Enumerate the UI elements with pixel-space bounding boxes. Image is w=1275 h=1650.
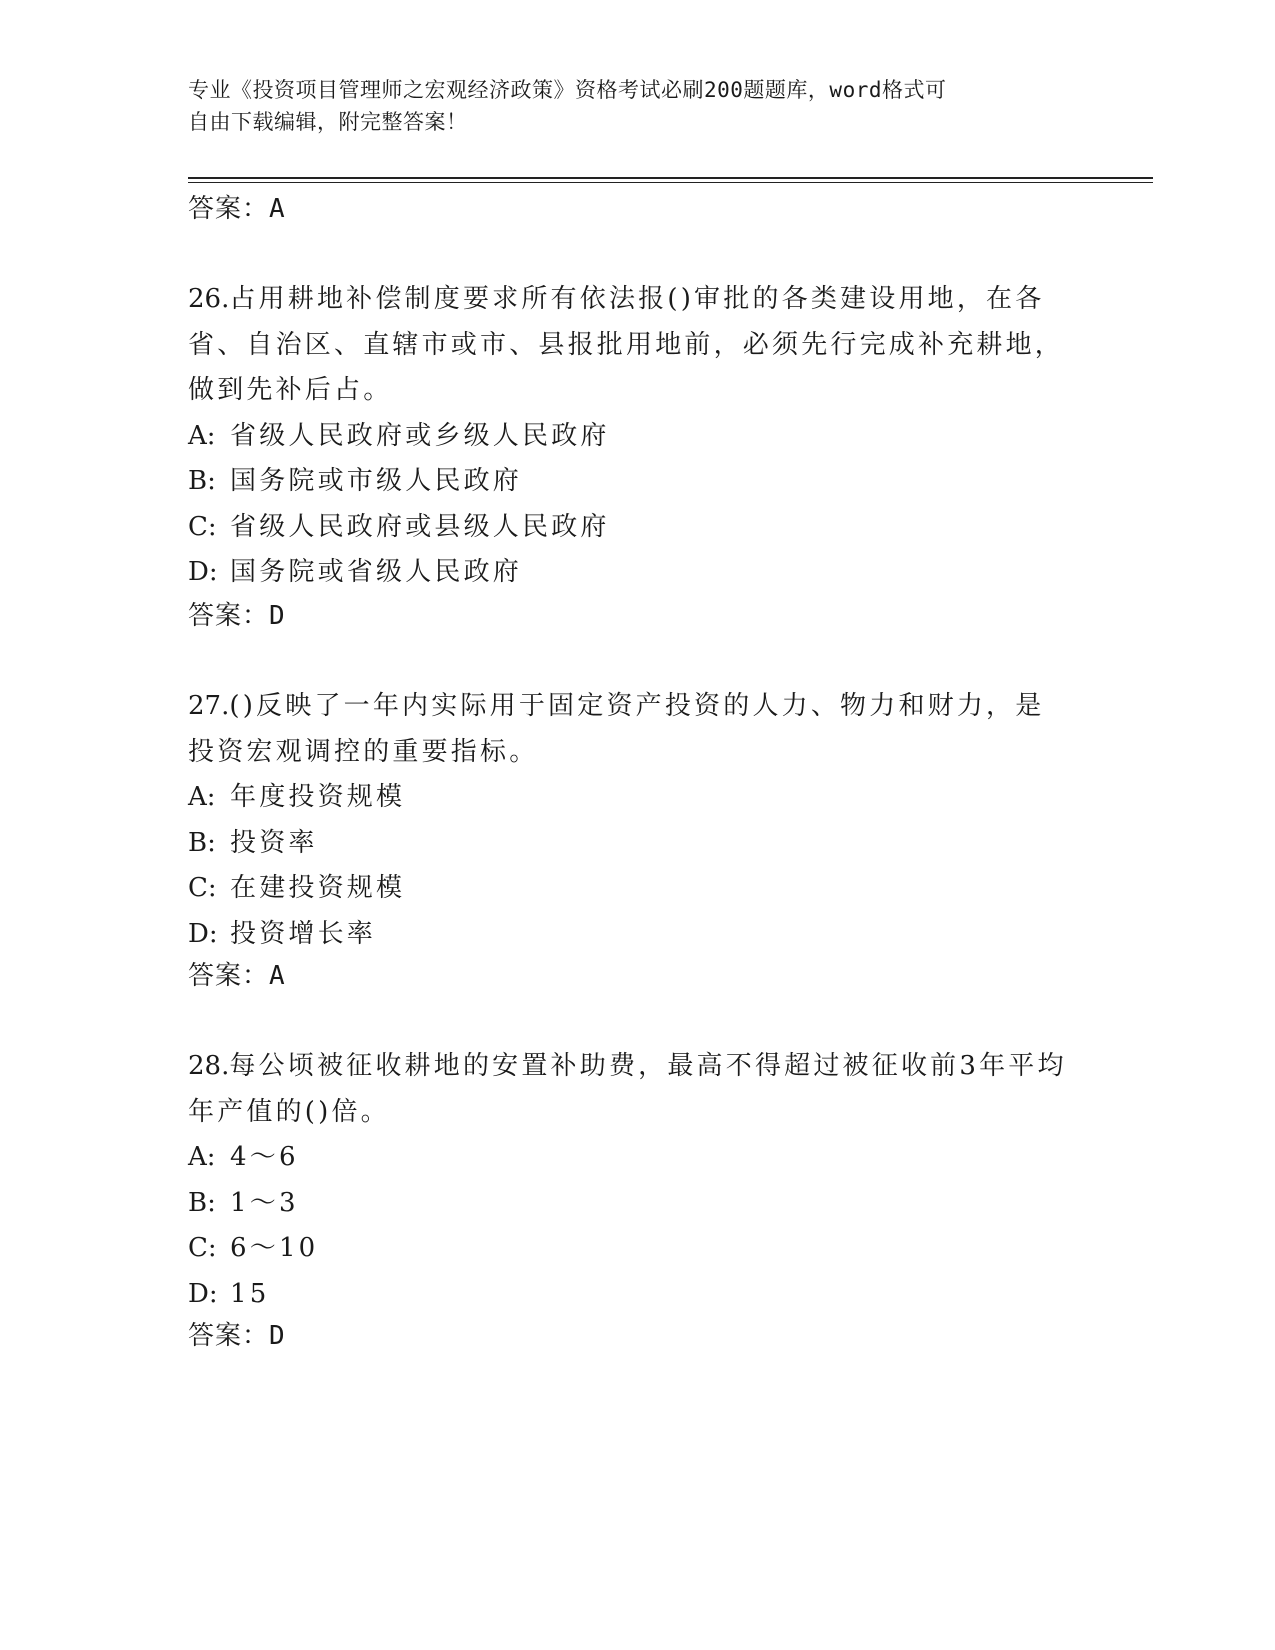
option-text: 15 bbox=[230, 1278, 270, 1309]
answer-label: 答案： bbox=[188, 1321, 270, 1351]
option-text: 1～3 bbox=[230, 1187, 299, 1218]
answer-value: A bbox=[269, 961, 286, 991]
header-line-2: 自由下载编辑，附完整答案！ bbox=[188, 110, 468, 134]
question-28 bbox=[188, 1044, 1068, 1317]
question-number: 27. bbox=[188, 691, 230, 721]
answer-value: A bbox=[269, 194, 286, 224]
answer-26 bbox=[188, 599, 286, 633]
question-text: ()反映了一年内实际用于固定资产投资的人力、物力和财力，是投资宏观调控的重要指标。 bbox=[188, 691, 1045, 767]
option-b bbox=[188, 1181, 1068, 1227]
option-letter: A: bbox=[188, 420, 216, 451]
question-number: 26. bbox=[188, 284, 230, 314]
question-stem bbox=[188, 277, 1068, 414]
answer-label: 答案： bbox=[188, 961, 270, 991]
answer-value: D bbox=[269, 1321, 286, 1351]
option-text: 在建投资规模 bbox=[230, 873, 406, 903]
option-letter: D: bbox=[188, 918, 218, 949]
option-letter: A: bbox=[188, 1142, 216, 1172]
answer-label: 答案： bbox=[188, 601, 270, 631]
question-text: 每公顷被征收耕地的安置补助费，最高不得超过被征收前3年平均年产值的()倍。 bbox=[188, 1051, 1067, 1127]
option-d bbox=[188, 1272, 1068, 1318]
option-d bbox=[188, 912, 1068, 958]
option-text: 省级人民政府或乡级人民政府 bbox=[230, 420, 610, 451]
header-divider-thin bbox=[188, 182, 1153, 183]
answer-label: 答案： bbox=[188, 194, 270, 224]
option-a bbox=[188, 775, 1068, 821]
option-text: 投资率 bbox=[230, 827, 318, 858]
option-letter: C: bbox=[188, 511, 217, 542]
option-text: 6～10 bbox=[230, 1233, 319, 1263]
option-text: 年度投资规模 bbox=[230, 782, 406, 812]
option-text: 4～6 bbox=[230, 1142, 299, 1172]
document-header bbox=[188, 74, 1068, 138]
option-letter: D: bbox=[188, 557, 218, 587]
option-letter: B: bbox=[188, 827, 216, 858]
option-text: 投资增长率 bbox=[230, 918, 377, 949]
answer-27 bbox=[188, 959, 286, 993]
option-text: 省级人民政府或县级人民政府 bbox=[230, 511, 610, 542]
question-stem bbox=[188, 1044, 1068, 1135]
option-b bbox=[188, 459, 1068, 505]
option-letter: B: bbox=[188, 466, 216, 496]
question-26 bbox=[188, 277, 1068, 596]
option-b bbox=[188, 821, 1068, 867]
option-text: 国务院或省级人民政府 bbox=[230, 557, 523, 587]
option-letter: A: bbox=[188, 782, 216, 812]
option-letter: B: bbox=[188, 1187, 216, 1218]
option-c bbox=[188, 505, 1068, 551]
option-a bbox=[188, 414, 1068, 460]
answer-28 bbox=[188, 1319, 286, 1353]
header-line-1: 专业《投资项目管理师之宏观经济政策》资格考试必刷200题题库，word格式可 bbox=[188, 78, 947, 102]
option-a bbox=[188, 1135, 1068, 1181]
question-stem bbox=[188, 684, 1068, 775]
option-letter: C: bbox=[188, 1233, 217, 1263]
option-c bbox=[188, 1226, 1068, 1272]
question-27 bbox=[188, 684, 1068, 957]
question-number: 28. bbox=[188, 1051, 230, 1081]
question-text: 占用耕地补偿制度要求所有依法报()审批的各类建设用地，在各省、自治区、直辖市或市、县报批用地前，必须先行完成补充耕地，做到先补后占。 bbox=[188, 284, 1065, 405]
previous-answer bbox=[188, 192, 286, 226]
answer-value: D bbox=[269, 601, 286, 631]
option-letter: C: bbox=[188, 873, 217, 903]
header-divider-thick bbox=[188, 177, 1153, 179]
option-c bbox=[188, 866, 1068, 912]
option-letter: D: bbox=[188, 1278, 218, 1309]
option-text: 国务院或市级人民政府 bbox=[230, 466, 523, 496]
option-d bbox=[188, 550, 1068, 596]
